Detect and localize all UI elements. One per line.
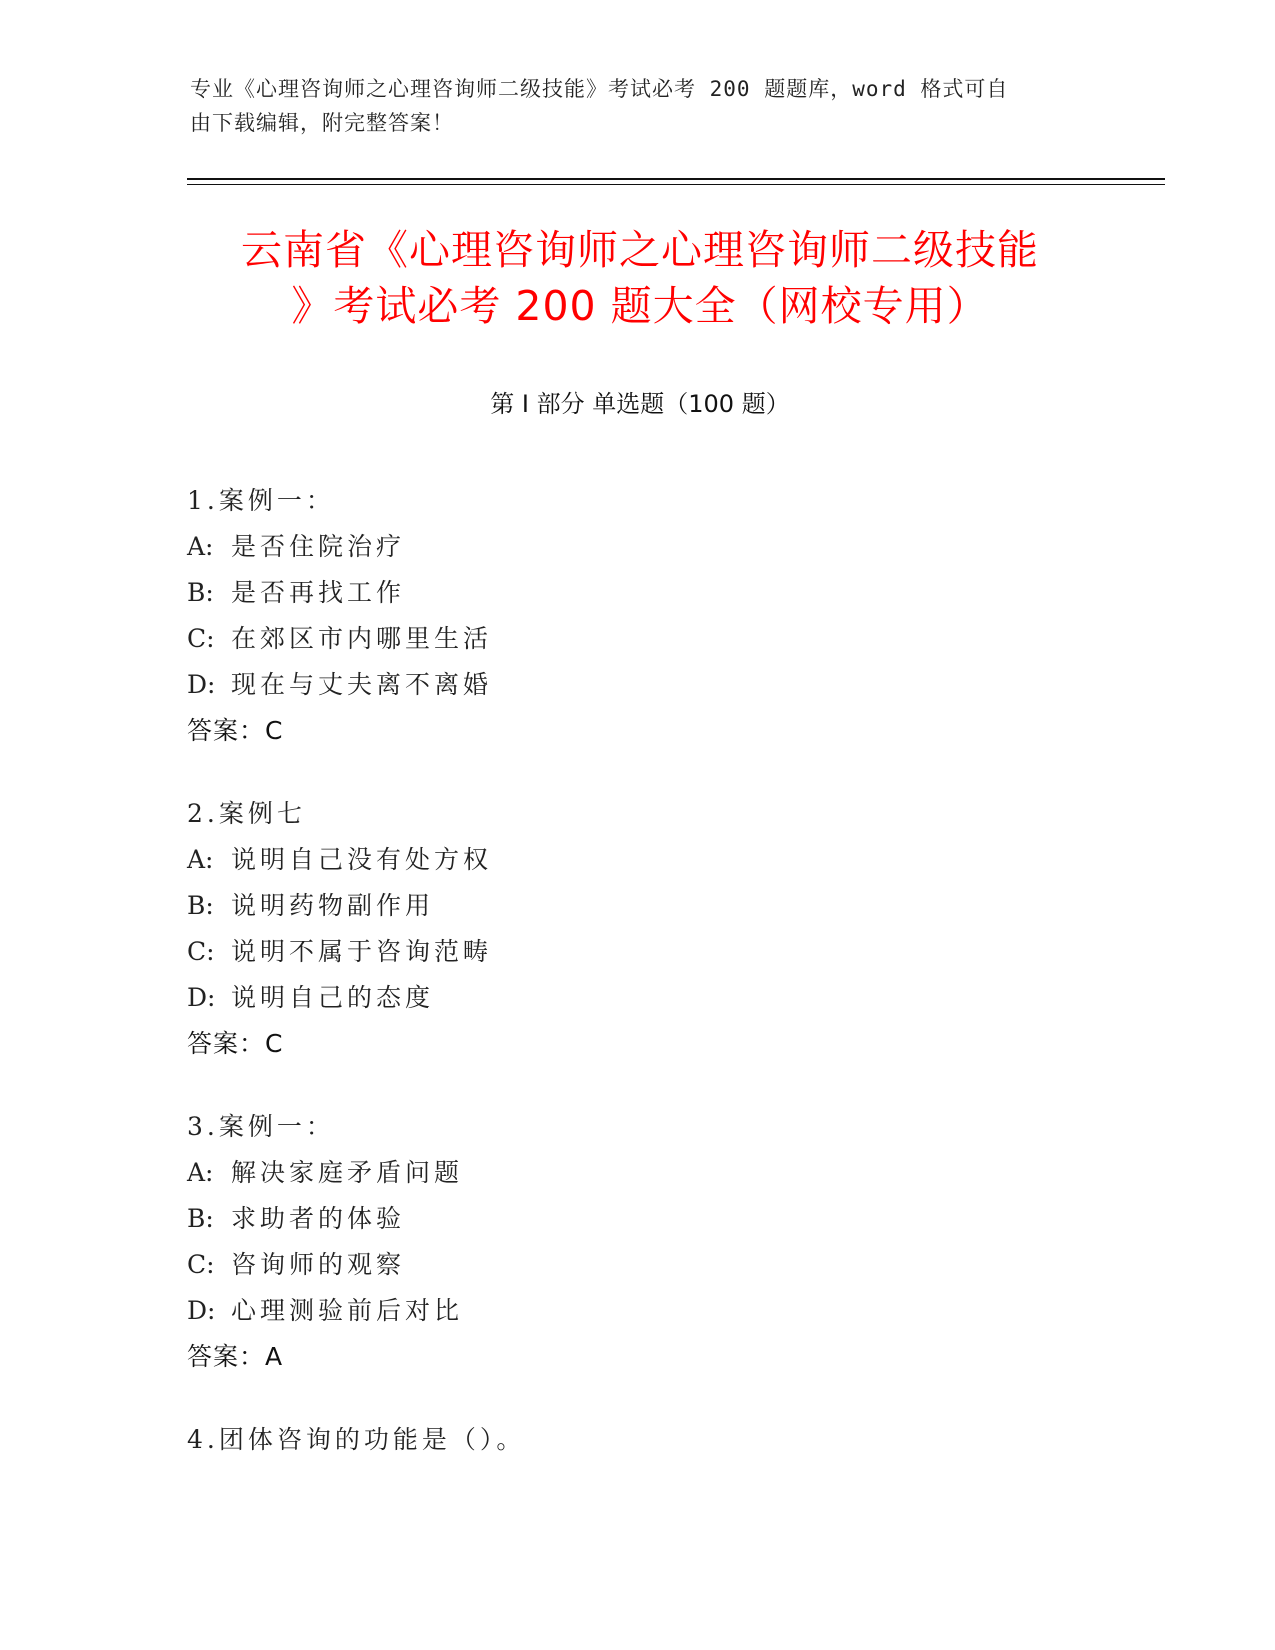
option-c xyxy=(187,929,1137,975)
option-text: 现在与丈夫离不离婚 xyxy=(231,670,493,699)
option-d xyxy=(187,1288,1137,1334)
option-text: 说明药物副作用 xyxy=(231,891,435,920)
option-a xyxy=(187,1150,1137,1196)
option-d xyxy=(187,662,1137,708)
option-text: 求助者的体验 xyxy=(231,1204,406,1233)
option-text: 心理测验前后对比 xyxy=(231,1296,464,1325)
option-letter: B: xyxy=(187,891,214,920)
section-heading: 第 I 部分 单选题（100 题） xyxy=(490,390,790,418)
option-a xyxy=(187,524,1137,570)
option-text: 说明自己没有处方权 xyxy=(231,845,493,874)
question-3 xyxy=(187,1104,1137,1380)
option-letter: A: xyxy=(187,845,214,874)
option-c xyxy=(187,616,1137,662)
header-divider-thick xyxy=(187,178,1165,180)
header-note xyxy=(190,72,1090,140)
answer-line: 答案：C xyxy=(187,1029,284,1058)
option-text: 解决家庭矛盾问题 xyxy=(231,1158,464,1187)
option-letter: A: xyxy=(187,1158,214,1187)
option-letter: C: xyxy=(187,1250,215,1279)
header-note-line-1: 专业《心理咨询师之心理咨询师二级技能》考试必考 200 题题库，word 格式可自 xyxy=(190,77,1009,101)
option-letter: D: xyxy=(187,983,216,1012)
answer-line: 答案：C xyxy=(187,716,284,745)
option-letter: A: xyxy=(187,532,214,561)
question-2 xyxy=(187,791,1137,1067)
option-text: 在郊区市内哪里生活 xyxy=(231,624,493,653)
document-title-line-2: 》考试必考 200 题大全（网校专用） xyxy=(291,282,989,330)
option-b xyxy=(187,1196,1137,1242)
option-c xyxy=(187,1242,1137,1288)
option-b xyxy=(187,883,1137,929)
option-d xyxy=(187,975,1137,1021)
option-letter: B: xyxy=(187,578,214,607)
option-letter: B: xyxy=(187,1204,214,1233)
option-text: 咨询师的观察 xyxy=(231,1250,406,1279)
option-letter: C: xyxy=(187,624,215,653)
option-letter: D: xyxy=(187,670,216,699)
question-4 xyxy=(187,1417,1137,1463)
option-text: 说明不属于咨询范畴 xyxy=(231,937,493,966)
option-text: 说明自己的态度 xyxy=(231,983,435,1012)
header-divider-thin xyxy=(187,184,1165,185)
option-text: 是否再找工作 xyxy=(231,578,406,607)
answer-line: 答案：A xyxy=(187,1342,284,1371)
question-stem: 2.案例七 xyxy=(187,799,306,828)
question-stem: 3.案例一： xyxy=(187,1112,335,1141)
document-title-line-1: 云南省《心理咨询师之心理咨询师二级技能 xyxy=(241,226,1039,274)
option-letter: C: xyxy=(187,937,215,966)
option-a xyxy=(187,837,1137,883)
question-list xyxy=(187,478,1137,1500)
question-stem: 4.团体咨询的功能是（）。 xyxy=(187,1425,526,1454)
option-b xyxy=(187,570,1137,616)
option-text: 是否住院治疗 xyxy=(231,532,406,561)
question-stem: 1.案例一： xyxy=(187,486,335,515)
option-letter: D: xyxy=(187,1296,216,1325)
question-1 xyxy=(187,478,1137,754)
header-note-line-2: 由下载编辑，附完整答案！ xyxy=(190,111,454,135)
document-title xyxy=(190,222,1090,334)
